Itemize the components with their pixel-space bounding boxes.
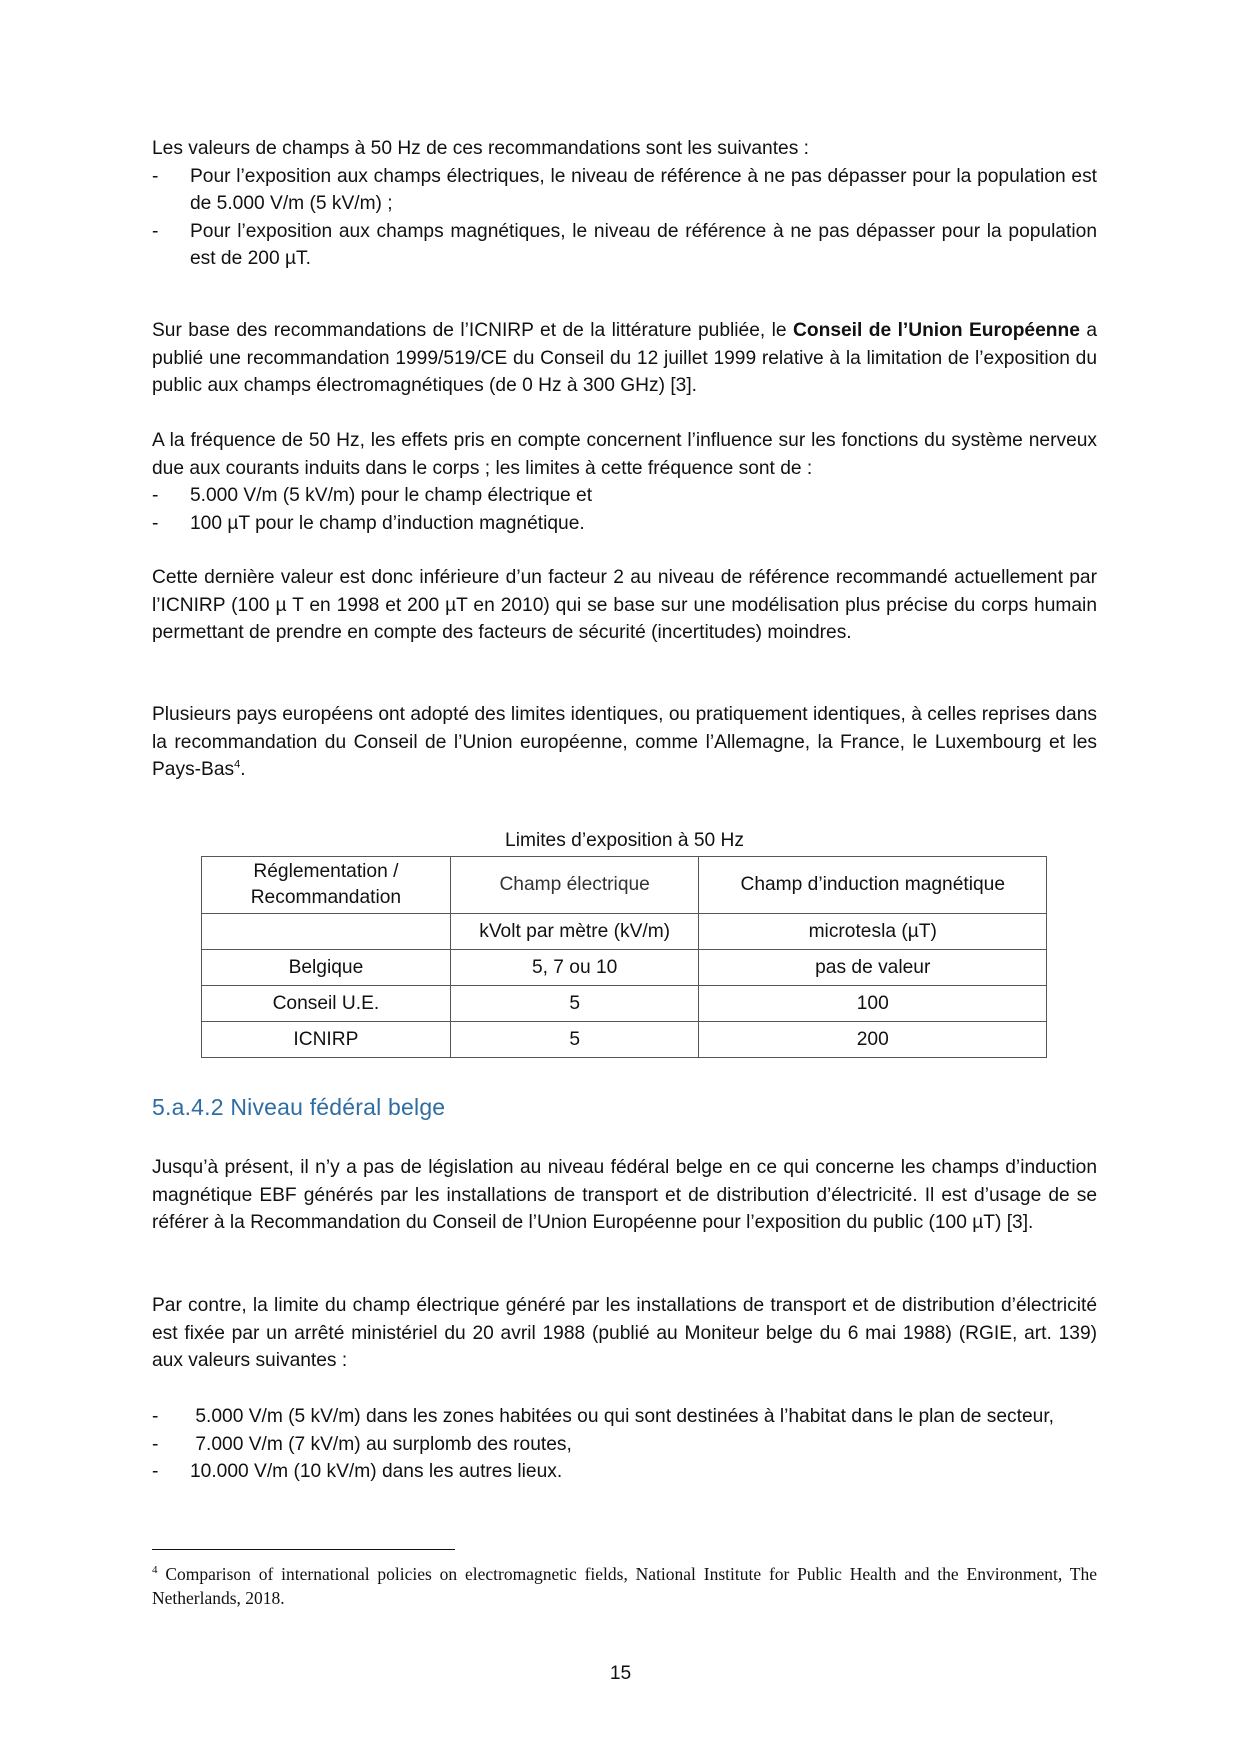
table-row: Belgique 5, 7 ou 10 pas de valeur: [202, 950, 1047, 986]
footnote-separator: [152, 1549, 455, 1550]
bullet-dash: -: [152, 220, 159, 242]
exposure-limits-table: [201, 856, 1047, 1058]
section-paragraph-2: Par contre, la limite du champ électrique généré par les installations de transport et de distribution d’électricité est fixée par un arrêté ministériel du 20 avril 1988 (publié au Moniteur belge du 6 mai 1988) (RGIE, art. 139) aux valeurs suivantes :: [152, 1295, 1097, 1371]
page-number: 15: [609, 1663, 632, 1684]
intro-bullet: - Pour l’exposition aux champs électriques, le niveau de référence à ne pas dépasser pour la population est de 5.000 V/m (5 kV/m) ;: [152, 163, 1097, 218]
table-row: ICNIRP 5 200: [202, 1022, 1047, 1058]
table-units-row: kVolt par mètre (kV/m) microtesla (µT): [202, 914, 1047, 950]
header-electric-field: Champ électrique: [450, 857, 699, 914]
eu-paragraph: Sur base des recommandations de l’ICNIRP et de la littérature publiée, le Conseil de l’Union Européenne a publié une recommandation 1999/519/CE du Conseil du 12 juillet 1999 relative à la limitation de l’exposition du public aux champs électromagnétiques (de 0 Hz à 300 GHz) [3].: [152, 320, 1097, 396]
bullet-dash: -: [152, 512, 159, 534]
frequency-paragraph: A la fréquence de 50 Hz, les effets pris en compte concernent l’influence sur les fonctions du système nerveux due aux courants induits dans le corps ; les limites à cette fréquence sont de : - 5.000 V/m (5 kV/m) pour le champ électrique et - 100 µT pour le champ d’induction magnétique.: [152, 427, 1097, 537]
section-bullets: [152, 1403, 1097, 1486]
bullet-dash: -: [152, 1433, 159, 1455]
footnote: $^4$ Comparison of international policies on electromagnetic fields, National Institute for Public Health and the Environment, The Netherlands, 2018.: [152, 1564, 1097, 1608]
bullet-dash: -: [152, 165, 159, 187]
frequency-bullet: - 100 µT pour le champ d’induction magnétique.: [152, 510, 1097, 538]
bold-council-name: Conseil de l’Union Européenne: [793, 320, 1080, 341]
section-paragraph-1: Jusqu’à présent, il n’y a pas de législation au niveau fédéral belge en ce qui concerne les champs d’induction magnétique EBF générés par les installations de transport et de distribution d’électricité. Il est d’usage de se référer à la Recommandation du Conseil de l’Union Européenne pour l’exposition du public (100 µT) [3].: [152, 1157, 1097, 1233]
table-caption: Limites d’exposition à 50 Hz: [505, 830, 744, 851]
table-row: Conseil U.E. 5 100: [202, 986, 1047, 1022]
footnote-reference[interactable]: 4: [234, 758, 241, 771]
table-header-row: [202, 857, 1047, 914]
limit-bullet: - 5.000 V/m (5 kV/m) dans les zones habitées ou qui sont destinées à l’habitat dans le plan de secteur,: [152, 1403, 1097, 1431]
countries-paragraph: Plusieurs pays européens ont adopté des limites identiques, ou pratiquement identiques, à celles reprises dans la recommandation du Conseil de l’Union européenne, comme l’Allemagne, la France, le Luxembourg et les Pays-Bas$^4$.: [152, 704, 1097, 780]
factor-paragraph: Cette dernière valeur est donc inférieure d’un facteur 2 au niveau de référence recommandé actuellement par l’ICNIRP (100 µ T en 1998 et 200 µT en 2010) qui se base sur une modélisation plus précise du corps humain permettant de prendre en compte des facteurs de sécurité (incertitudes) moindres.: [152, 567, 1097, 643]
bullet-dash: -: [152, 1406, 159, 1427]
header-regulation: Réglementation / Recommandation: [202, 857, 451, 914]
limit-bullet: - 10.000 V/m (10 kV/m) dans les autres lieux.: [152, 1458, 1097, 1486]
header-magnetic-field: Champ d’induction magnétique: [699, 857, 1047, 914]
intro-bullet: - Pour l’exposition aux champs magnétiques, le niveau de référence à ne pas dépasser pour la population est de 200 µT.: [152, 218, 1097, 273]
frequency-bullet: - 5.000 V/m (5 kV/m) pour le champ électrique et: [152, 482, 1097, 510]
limit-bullet: - 7.000 V/m (7 kV/m) au surplomb des routes,: [152, 1431, 1097, 1459]
bullet-dash: -: [152, 1461, 159, 1482]
section-heading: 5.a.4.2 Niveau fédéral belge: [152, 1094, 446, 1120]
intro-block: [152, 135, 1097, 273]
intro-lead: Les valeurs de champs à 50 Hz de ces recommandations sont les suivantes :: [152, 138, 809, 159]
bullet-dash: -: [152, 485, 159, 506]
footnote-marker: 4: [152, 1564, 158, 1577]
